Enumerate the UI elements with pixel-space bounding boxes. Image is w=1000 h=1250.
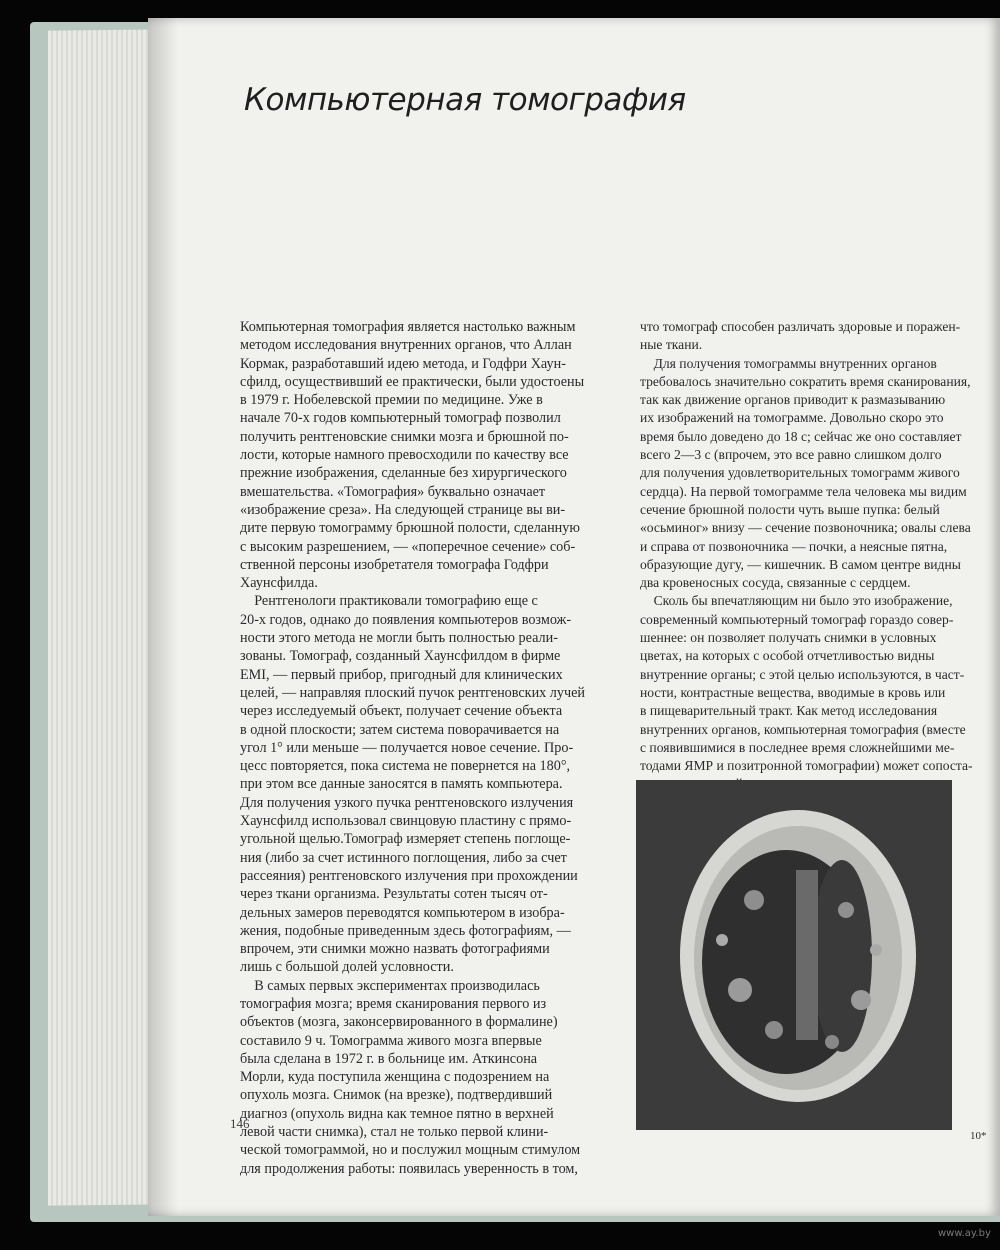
page-gutter-shadow — [148, 18, 178, 1216]
watermark-text: www.ay.by — [938, 1228, 991, 1239]
left-column-text: Компьютерная томография является настолько важным методом исследования внутренних органов, что Аллан Кормак, разработавший идею метода, и Годфри Хаун- сфилд, осуществивший ее практически, были удостоены в 1979 г. Нобелевской премии по медицине. Уже в начале 70-х годов компьютерный томограф позволил получить рентгеновские снимки мозга и брюшной по- лости, которые намного превосходили по качеству все прежние изображения, сделанные без хирургического вмешательства. «Томография» буквально означает «изображение среза». На следующей странице вы ви- дите первую томограмму брюшной полости, сделанную с высоким разрешением, — «поперечное сечение» соб- ственной персоны изобретателя томографа Годфри Хаунсфилда. Рентгенологи практиковали томографию еще с 20-х годов, однако до появления компьютеров возмож- ности этого метода не могли быть полностью реали- зованы. Томограф, созданный Хаунсфилдом в фирме EMI, — первый прибор, пригодный для клинических целей, — направляя плоский пучок рентгеновских лучей через исследуемый объект, получает сечение объекта в одной плоскости; затем система поворачивается на угол 1° или меньше — получается новое сечение. Про- цесс повторяется, пока система не повернется на 180°, при этом все данные заносятся в память компьютера. Для получения узкого пучка рентгеновского излучения Хаунсфилд использовал свинцовую пластину с прямо- угольной щелью.Томограф измеряет степень поглоще- ния (либо за счет истинного поглощения, либо за счет рассеяния) рентгеновского излучения при прохождении через ткани организма. Результаты сотен тысяч от- дельных замеров переводятся компьютером в изобра- жения, подобные приведенным здесь фотографиям, — впрочем, эти снимки можно назвать фотографиями лишь с большой долей условности. В самых первых экспериментах производилась томография мозга; время сканирования первого из объектов (мозга, законсервированного в формалине) составило 9 ч. Томограмма живого мозга впервые была сделана в 1972 г. в больнице им. Аткинсона Морли, куда поступила женщина с подозрением на опухоль мозга. Снимок (на врезке), подтвердивший диагноз (опухоль видна как темное пятно в верхней левой части снимка), стал не только первой клини- ческой томограммой, но и послужил мощным стимулом для продолжения работы: появилась уверенность в том, — [240, 319, 585, 1177]
page-title: Компьютерная томография — [244, 82, 686, 118]
page-number-right: 10* — [970, 1130, 987, 1142]
brain-tomogram-image — [636, 780, 952, 1130]
right-column-text: что томограф способен различать здоровые и поражен- ные ткани. Для получения томограммы внутренних органов требовалось значительно сократить время сканирования, так как движение органов приводит к размазыванию их изображений на томограмме. Довольно скоро это время было доведено до 18 с; сейчас же оно составляет всего 2—3 с (впрочем, это все равно слишком долго для получения удовлетворительных томограмм живого сердца). На первой томограмме тела человека мы видим сечение брюшной полости чуть выше пупка: белый «осьминог» внизу — сечение позвоночника; овалы слева и справа от позвоночника — почки, а неясные пятна, образующие дугу, — кишечник. В самом центре видны два кровеносных сосуда, связанные с сердцем. Сколь бы впечатляющим ни было это изображение, современный компьютерный томограф гораздо совер- шеннее: он позволяет получать снимки в условных цветах, на которых с особой отчетливостью видны внутренние органы; с этой целью используются, в част- ности, контрастные вещества, вводимые в кровь или в пищеварительный тракт. Как метод исследования внутренних органов, компьютерная томография (вместе с появившимися в последнее время сложнейшими ме- тодами ЯМР и позитронной томографии) может сопоста- — [640, 319, 973, 774]
tomogram-picture — [636, 780, 952, 1130]
book-page — [148, 18, 1000, 1216]
page-number-left: 146 — [230, 1116, 250, 1131]
